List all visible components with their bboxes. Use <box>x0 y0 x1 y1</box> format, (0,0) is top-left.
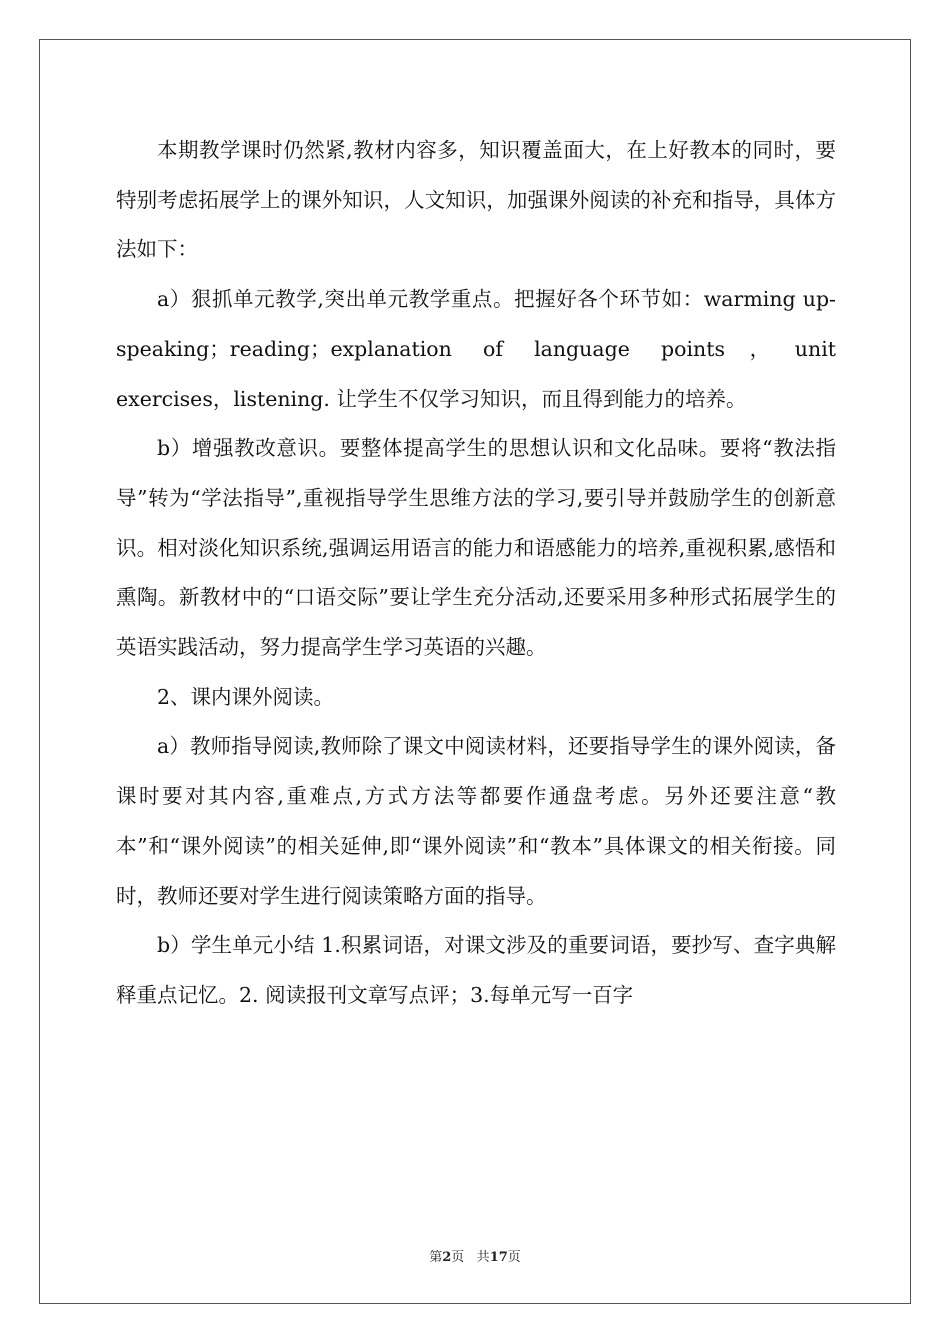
paragraph-b-unit-summary: b）学生单元小结 1.积累词语，对课文涉及的重要词语，要抄写、查字典解释重点记忆。2. 阅读报刊文章写点评；3.每单元写一百字 <box>116 933 836 1007</box>
paragraph-b-teaching-reform: b）增强教改意识。要整体提高学生的思想认识和文化品味。要将“教法指导”转为“学法指导”,重视指导学生思维方法的学习,要引导并鼓励学生的创新意识。相对淡化知识系统,强调运用语言的能力和语感能力的培养,重视积累,感悟和熏陶。新教材中的“口语交际”要让学生充分活动,还要采用多种形式拓展学生的英语实践活动，努力提高学生学习英语的兴趣。 <box>116 436 836 660</box>
page-suffix: 页 <box>451 1250 465 1265</box>
section-heading-reading: 2、课内课外阅读。 <box>157 684 335 709</box>
paragraph-a-unit-teaching: a）狠抓单元教学,突出单元教学重点。把握好各个环节如：warming up-speaking；reading；explanation of language points，unit exercises，listening. 让学生不仅学习知识，而且得到能力的培养。 <box>116 287 836 411</box>
page-prefix: 第 <box>429 1250 443 1265</box>
page-footer <box>0 1246 950 1265</box>
paragraph-intro: 本期教学课时仍然紧,教材内容多，知识覆盖面大，在上好教本的同时，要特别考虑拓展学上的课外知识，人文知识，加强课外阅读的补充和指导，具体方法如下： <box>116 138 836 262</box>
total-suffix: 页 <box>507 1250 521 1265</box>
total-pages: 17 <box>489 1250 508 1265</box>
total-prefix: 共 <box>476 1250 490 1265</box>
paragraph-a-teacher-guidance: a）教师指导阅读,教师除了课文中阅读材料，还要指导学生的课外阅读，备课时要对其内容,重难点,方式方法等都要作通盘考虑。另外还要注意“教本”和“课外阅读”的相关延伸,即“课外阅读”和“教本”具体课文的相关衔接。同时，教师还要对学生进行阅读策略方面的指导。 <box>116 734 836 908</box>
page-number: 2 <box>442 1250 452 1265</box>
document-body <box>116 126 836 1021</box>
